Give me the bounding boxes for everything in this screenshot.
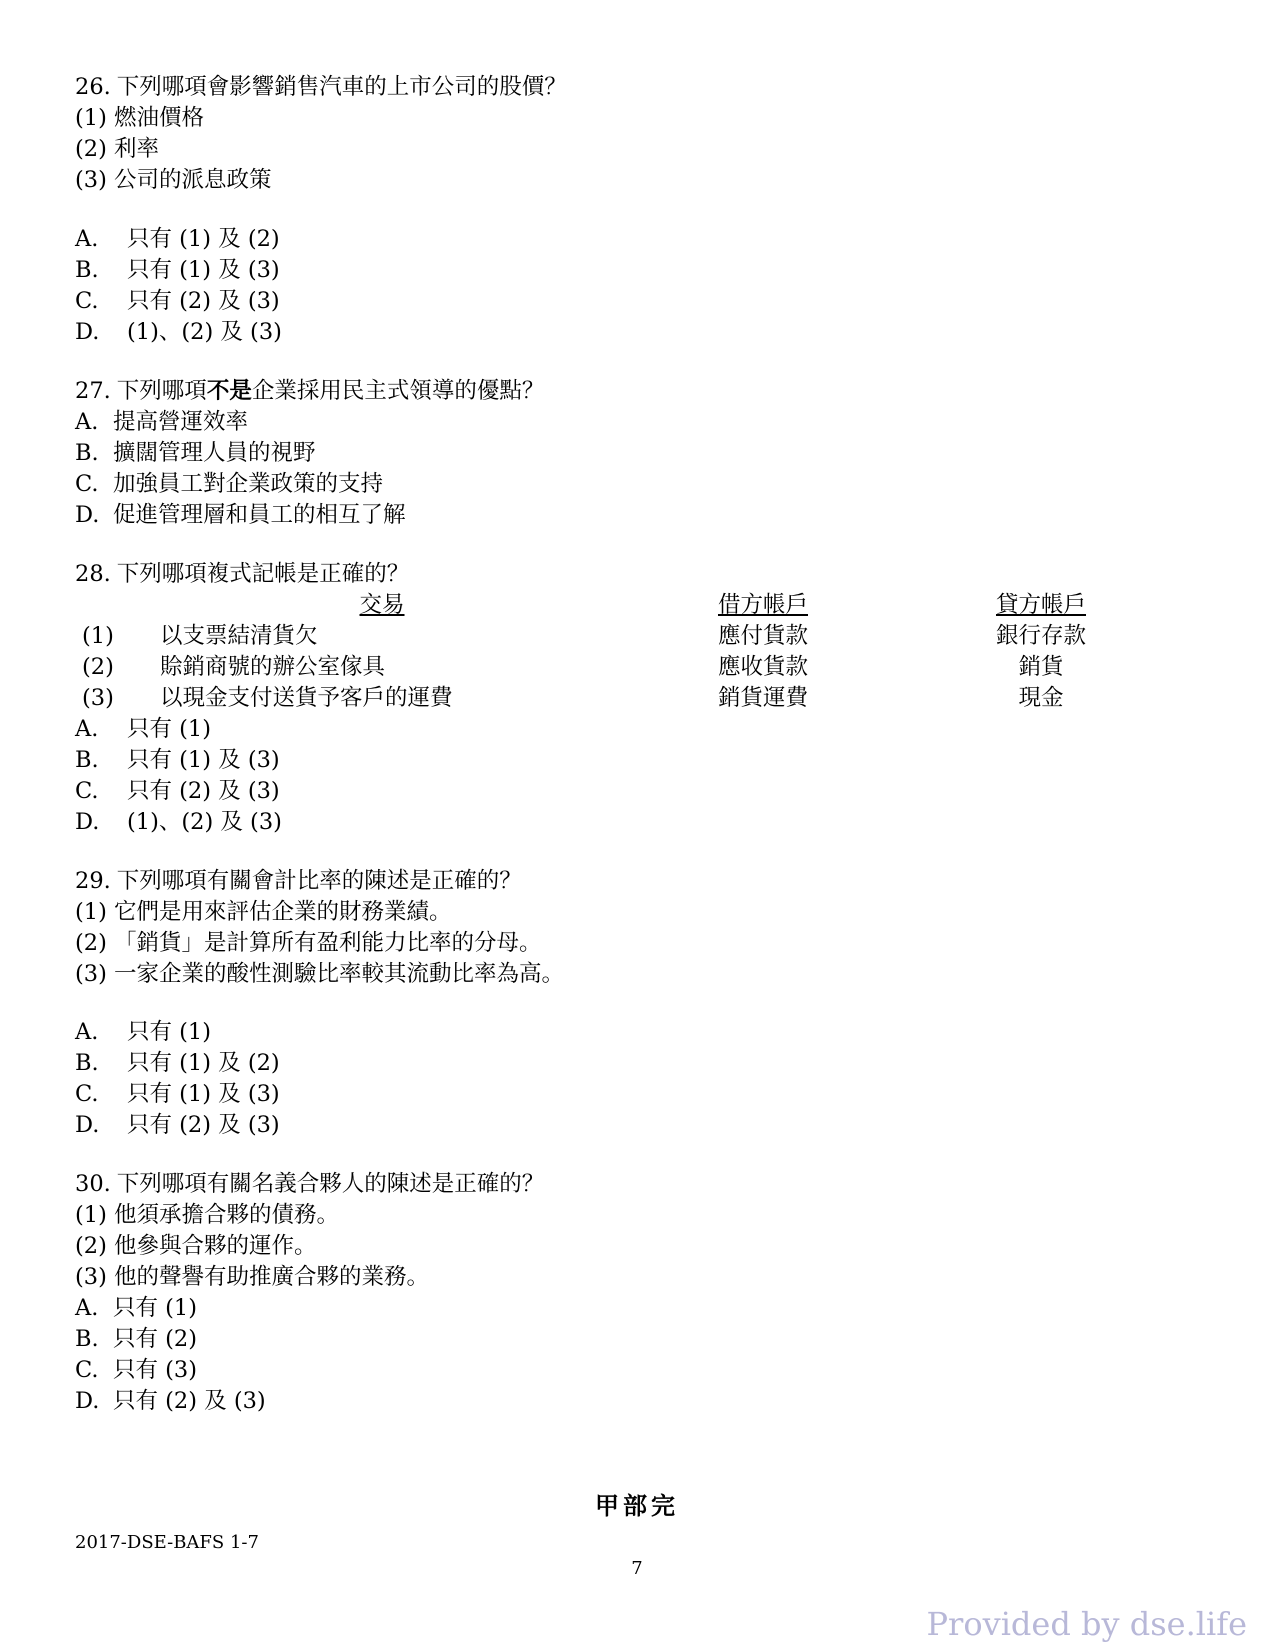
q28-header-transaction: 交易 bbox=[359, 592, 405, 618]
q28-row-2-num: (2) bbox=[82, 654, 114, 680]
q27-option-b: B. 擴闊管理人員的視野 bbox=[75, 440, 316, 466]
q28-row-1-transaction: 以支票結清貨欠 bbox=[160, 623, 318, 649]
q26-item-2: (2) 利率 bbox=[75, 136, 160, 162]
q30-option-c: C. 只有 (3) bbox=[75, 1357, 198, 1383]
q26-option-d: D. (1)、(2) 及 (3) bbox=[75, 319, 282, 345]
q26-number: 26. bbox=[75, 74, 111, 100]
q29-item-3: (3) 一家企業的酸性測驗比率較其流動比率為高。 bbox=[75, 961, 565, 987]
q30-option-b: B. 只有 (2) bbox=[75, 1326, 198, 1352]
q27-emphasis: 不是 bbox=[206, 378, 252, 404]
footer-paper-code: 2017-DSE-BAFS 1-7 bbox=[75, 1532, 259, 1553]
q28-row-3-num: (3) bbox=[82, 685, 114, 711]
q28-option-c: C. 只有 (2) 及 (3) bbox=[75, 778, 280, 804]
q30-stem: 30. 下列哪項有關名義合夥人的陳述是正確的？ bbox=[75, 1171, 545, 1197]
q28-row-3-credit: 現金 bbox=[1018, 685, 1064, 711]
q29-stem: 29. 下列哪項有關會計比率的陳述是正確的？ bbox=[75, 868, 522, 894]
q28-row-1-debit: 應付貨款 bbox=[717, 623, 809, 649]
page-number: 7 bbox=[631, 1558, 643, 1579]
q30-item-1: (1) 他須承擔合夥的債務。 bbox=[75, 1202, 340, 1228]
q26-option-a: A. 只有 (1) 及 (2) bbox=[75, 226, 280, 252]
q27-stem: 27. 下列哪項不是企業採用民主式領導的優點？ bbox=[75, 378, 545, 404]
q29-option-d: D. 只有 (2) 及 (3) bbox=[75, 1112, 280, 1138]
q30-number: 30. bbox=[75, 1171, 111, 1197]
q28-stem: 28. 下列哪項複式記帳是正確的？ bbox=[75, 561, 410, 587]
q26-item-1: (1) 燃油價格 bbox=[75, 105, 205, 131]
q26-stem bbox=[75, 72, 567, 102]
q29-item-2: (2) 「銷貨」是計算所有盈利能力比率的分母。 bbox=[75, 930, 542, 956]
q28-header-debit: 借方帳戶 bbox=[717, 592, 809, 618]
q27-number: 27. bbox=[75, 378, 111, 404]
q26-stem-text: 下列哪項會影響銷售汽車的上市公司的股價？ bbox=[116, 74, 567, 100]
q29-number: 29. bbox=[75, 868, 111, 894]
q29-item-1: (1) 它們是用來評估企業的財務業績。 bbox=[75, 899, 452, 925]
q30-option-d: D. 只有 (2) 及 (3) bbox=[75, 1388, 266, 1414]
q29-option-c: C. 只有 (1) 及 (3) bbox=[75, 1081, 280, 1107]
q27-option-d: D. 促進管理層和員工的相互了解 bbox=[75, 502, 406, 528]
q28-row-2-transaction: 賒銷商號的辦公室傢具 bbox=[160, 654, 386, 680]
q28-option-d: D. (1)、(2) 及 (3) bbox=[75, 809, 282, 835]
q27-option-c: C. 加強員工對企業政策的支持 bbox=[75, 471, 384, 497]
q28-row-2-credit: 銷貨 bbox=[1018, 654, 1064, 680]
q28-option-b: B. 只有 (1) 及 (3) bbox=[75, 747, 280, 773]
q28-row-3-debit: 銷貨運費 bbox=[717, 685, 809, 711]
q28-row-2-debit: 應收貨款 bbox=[717, 654, 809, 680]
q28-header-credit: 貸方帳戶 bbox=[995, 592, 1087, 618]
q28-number: 28. bbox=[75, 561, 111, 587]
q29-option-b: B. 只有 (1) 及 (2) bbox=[75, 1050, 280, 1076]
q29-option-a: A. 只有 (1) bbox=[75, 1019, 212, 1045]
watermark: Provided by dse.life bbox=[926, 1605, 1247, 1643]
q26-option-c: C. 只有 (2) 及 (3) bbox=[75, 288, 280, 314]
q28-row-3-transaction: 以現金支付送貨予客戶的運費 bbox=[160, 685, 453, 711]
q30-item-3: (3) 他的聲譽有助推廣合夥的業務。 bbox=[75, 1264, 430, 1290]
q30-option-a: A. 只有 (1) bbox=[75, 1295, 198, 1321]
q28-option-a: A. 只有 (1) bbox=[75, 716, 212, 742]
q28-row-1-credit: 銀行存款 bbox=[995, 623, 1087, 649]
section-end-label: 甲部完 bbox=[595, 1491, 679, 1520]
q26-option-b: B. 只有 (1) 及 (3) bbox=[75, 257, 280, 283]
q30-item-2: (2) 他參與合夥的運作。 bbox=[75, 1233, 317, 1259]
q27-option-a: A. 提高營運效率 bbox=[75, 409, 249, 435]
q28-row-1-num: (1) bbox=[82, 623, 114, 649]
q26-item-3: (3) 公司的派息政策 bbox=[75, 167, 272, 193]
